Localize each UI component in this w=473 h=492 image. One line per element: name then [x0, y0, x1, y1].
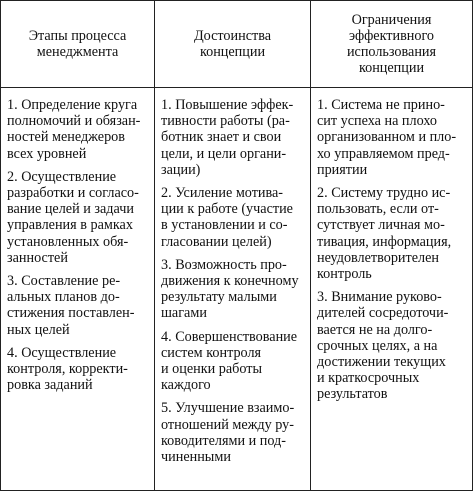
advantage-item-5-line: чиненными: [161, 449, 231, 466]
advantage-item-5-line: отношений между ру-: [161, 416, 295, 433]
stages-cell: [1, 88, 155, 491]
limitation-item-3: [317, 289, 467, 402]
stage-item-4-line: ровка заданий: [7, 377, 93, 394]
limitation-item-3-line: срочных целях, а на: [317, 337, 438, 354]
limitation-item-2: [317, 185, 467, 282]
advantage-item-1-line: 1. Повышение эффек-: [161, 97, 294, 113]
header-limitations: [311, 1, 473, 88]
stage-item-1-line: 1. Определение круга: [7, 97, 138, 113]
limitation-item-2-line: тивация, информация,: [317, 233, 452, 250]
stage-item-2-line: вание целей и задачи: [7, 201, 134, 218]
header-advantages-line-1: Достоинства: [193, 28, 272, 44]
stage-item-3-line: альных планов до-: [7, 289, 120, 306]
header-limitations-line-4: концепции: [358, 60, 425, 76]
limitation-item-3-line: достижении текущих: [317, 354, 446, 371]
header-stages-line-1: Этапы процесса: [28, 28, 127, 44]
header-limitations-line-1: Ограничения: [351, 12, 432, 28]
advantages-list: [155, 88, 310, 465]
stage-item-2-line: 2. Осуществление: [7, 168, 117, 185]
advantage-item-4-line: 4. Совершенствование: [161, 328, 298, 345]
header-limitations-line-2: эффективного: [348, 28, 435, 44]
stages-list: [1, 88, 154, 393]
stage-item-4-line: контроля, корректи-: [7, 361, 128, 378]
limitation-item-1-line: организованном и пло-: [317, 129, 457, 146]
stage-item-2-line: управления в рамках: [7, 217, 133, 234]
limitation-item-3-line: результатов: [317, 386, 388, 403]
limitation-item-1-line: 1. Система не прино-: [317, 97, 445, 113]
stage-item-2-line: установленных обя-: [7, 233, 129, 250]
stage-item-1: [7, 97, 149, 162]
stage-item-3-line: ных целей: [7, 321, 70, 338]
advantage-item-4: [161, 329, 305, 394]
limitations-list: [311, 88, 472, 403]
stage-item-3-line: 3. Составление ре-: [7, 273, 121, 290]
header-stages: [1, 1, 155, 88]
advantage-item-1-line: зации): [161, 161, 201, 178]
advantage-item-2: [161, 185, 305, 250]
limitation-item-3-line: 3. Внимание руково-: [317, 289, 442, 306]
stage-item-2-line: разработки и согласо-: [7, 185, 139, 202]
limitation-item-1: [317, 97, 467, 178]
limitation-item-2-line: сутствует личная мо-: [317, 217, 445, 234]
advantage-item-2-line: гласовании целей): [161, 233, 272, 250]
limitation-item-2-line: 2. Систему трудно ис-: [317, 185, 451, 202]
header-advantages-line-2: концепции: [199, 44, 266, 60]
advantage-item-2-line: 2. Усиление мотива-: [161, 185, 284, 202]
advantage-item-1-line: ботник знает и свои: [161, 129, 282, 146]
advantage-item-3-line: шагами: [161, 305, 207, 322]
limitation-item-3-line: дителей сосредоточи-: [317, 305, 449, 322]
stage-item-3-line: стижения поставлен-: [7, 305, 135, 322]
limitation-item-2-line: пользовать, если от-: [317, 201, 439, 218]
stage-item-3: [7, 273, 149, 338]
limitation-item-1-line: приятии: [317, 161, 368, 178]
advantage-item-4-line: и оценки работы: [161, 361, 262, 378]
advantage-item-5-line: 5. Улучшение взаимо-: [161, 400, 295, 417]
advantage-item-4-line: каждого: [161, 377, 211, 394]
advantage-item-2-line: в установлении и со-: [161, 217, 288, 234]
header-limitations-line-3: использования: [346, 44, 437, 60]
advantage-item-1-line: тивности работы (ра-: [161, 113, 290, 130]
limitations-cell: [311, 88, 473, 491]
stage-item-1-line: всех уровней: [7, 145, 87, 162]
advantage-item-1: [161, 97, 305, 178]
body-row: [1, 88, 473, 491]
advantages-cell: [155, 88, 311, 491]
advantage-item-3-line: движения к конечному: [161, 273, 299, 290]
limitation-item-3-line: и краткосрочных: [317, 370, 420, 387]
advantage-item-4-line: систем контроля: [161, 344, 262, 361]
stage-item-4-line: 4. Осуществление: [7, 344, 117, 361]
stage-item-1-line: полномочий и обязан-: [7, 113, 141, 130]
limitation-item-1-line: сит успеха на плохо: [317, 113, 437, 130]
advantage-item-2-line: ции к работе (участие: [161, 201, 293, 218]
advantage-item-3: [161, 257, 305, 322]
stage-item-1-line: ностей менеджеров: [7, 129, 125, 146]
header-row: [1, 1, 473, 88]
header-stages-line-2: менеджмента: [36, 44, 119, 60]
advantage-item-5-line: ководителями и под-: [161, 432, 286, 449]
limitation-item-2-line: контроль: [317, 266, 372, 283]
limitation-item-3-line: вается не на долго-: [317, 321, 433, 338]
limitation-item-1-line: хо управляемом пред-: [317, 145, 450, 162]
limitation-item-2-line: неудовлетворителен: [317, 249, 439, 266]
advantage-item-5: [161, 400, 305, 465]
stage-item-4: [7, 345, 149, 394]
stage-item-2: [7, 169, 149, 266]
advantage-item-1-line: цели, и цели органи-: [161, 145, 287, 162]
advantage-item-3-line: результату малыми: [161, 289, 277, 306]
stage-item-2-line: занностей: [7, 249, 68, 266]
header-advantages: [155, 1, 311, 88]
advantage-item-3-line: 3. Возможность про-: [161, 256, 287, 273]
